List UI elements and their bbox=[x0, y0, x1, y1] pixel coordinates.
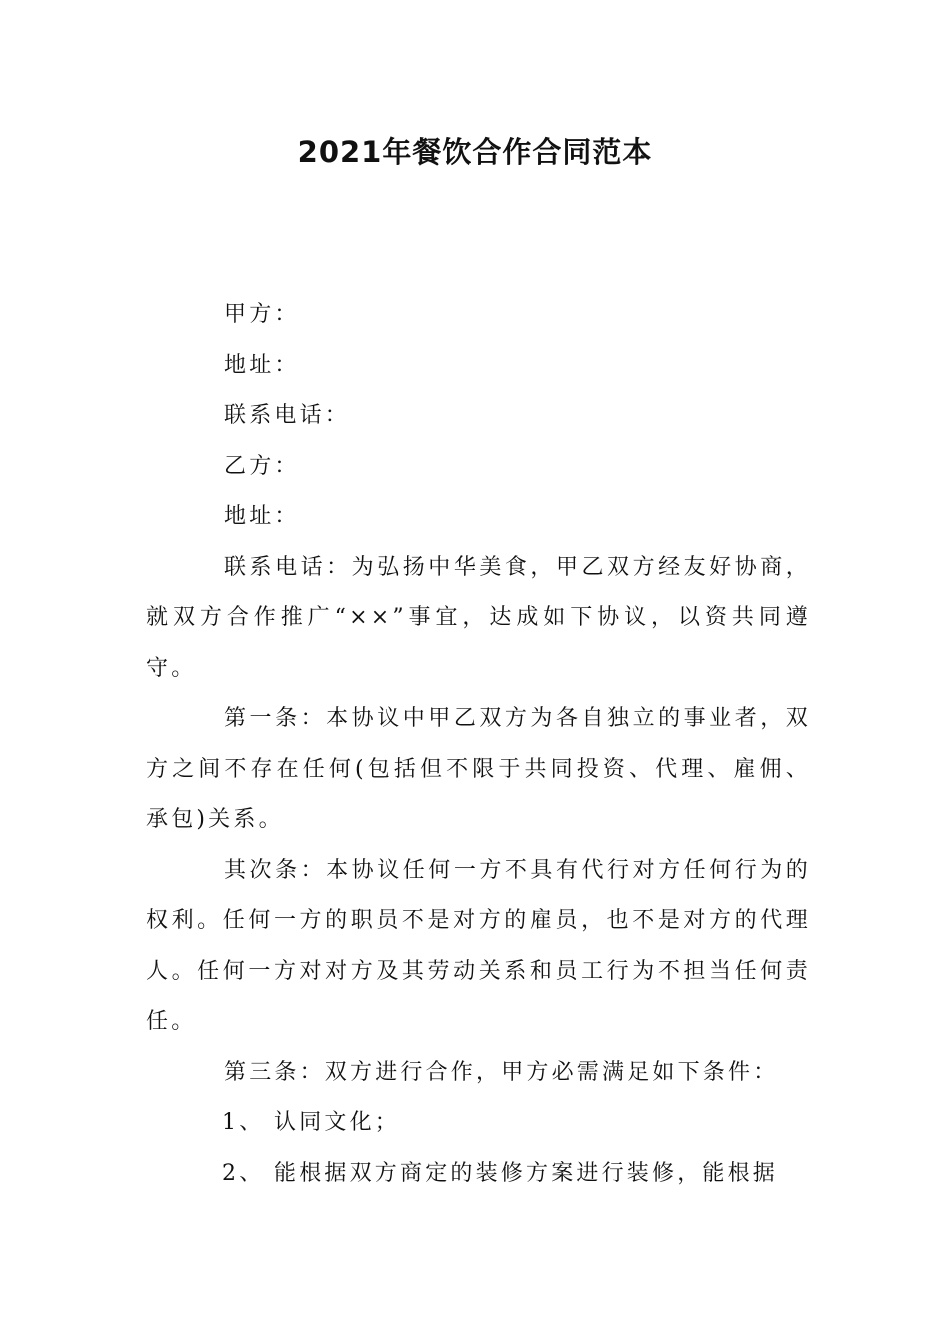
article-3-paragraph: 第三条：双方进行合作，甲方必需满足如下条件： bbox=[224, 1059, 779, 1085]
article-1-paragraph: 第一条：本协议中甲乙双方为各自独立的事业者，双方之间不存在任何(包括但不限于共同投资、代理、雇佣、承包)关系。 bbox=[146, 706, 811, 832]
party-a-field: 甲方： bbox=[224, 302, 300, 327]
list-item-text: 认同文化； bbox=[274, 1110, 401, 1135]
list-item-number: 1、 bbox=[222, 1110, 265, 1135]
list-item bbox=[146, 1149, 811, 1200]
party-a-address-field: 地址： bbox=[224, 352, 300, 378]
document-title: 2021年餐饮合作合同范本 bbox=[297, 135, 653, 169]
party-b-address-field: 地址： bbox=[224, 504, 300, 529]
preamble-paragraph: 联系电话：为弘扬中华美食，甲乙双方经友好协商，就双方合作推广“××”事宜，达成如下协议，以资共同遵守。 bbox=[146, 554, 811, 681]
document-body bbox=[146, 290, 811, 1199]
list-item-number: 2、 bbox=[222, 1160, 265, 1186]
party-a-phone-field: 联系电话： bbox=[224, 403, 351, 428]
list-item-text: 能根据双方商定的装修方案进行装修，能根据 bbox=[274, 1160, 779, 1186]
party-b-field: 乙方： bbox=[224, 453, 300, 479]
list-item bbox=[146, 1098, 811, 1149]
article-2-paragraph: 其次条：本协议任何一方不具有代行对方任何行为的权利。任何一方的职员不是对方的雇员，也不是对方的代理人。任何一方对对方及其劳动关系和员工行为不担当任何责任。 bbox=[146, 857, 811, 1034]
